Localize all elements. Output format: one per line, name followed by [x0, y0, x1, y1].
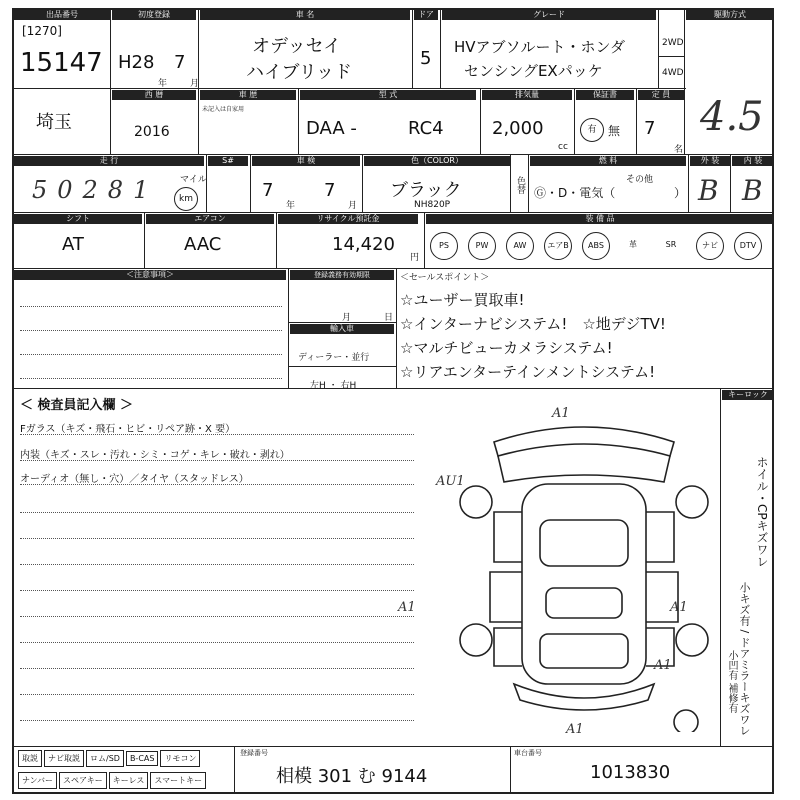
fuel-other-label: その他	[626, 175, 654, 185]
damage-mark: A1	[552, 406, 570, 421]
region: 埼玉	[36, 112, 72, 133]
reg-expiry-label: 登録義務有効期限	[290, 270, 394, 280]
warranty-no: 無	[608, 124, 621, 138]
model-code-a: DAA -	[306, 118, 357, 139]
chassis-value: 1013830	[590, 762, 671, 783]
doors-value: 5	[420, 48, 432, 69]
score-handwritten: 4.5	[700, 94, 764, 140]
yen-unit: 円	[410, 253, 420, 263]
features-row2	[18, 772, 208, 789]
mileage-label: 走 行	[14, 156, 204, 166]
capacity-label: 定 員	[638, 90, 684, 100]
features-row1	[18, 750, 202, 767]
damage-mark: A1	[398, 600, 416, 615]
feature-box: リモコン	[160, 750, 200, 767]
side-note-3: 小凹有 補修有	[726, 650, 737, 714]
year-unit: 年	[158, 79, 168, 89]
mile-unit: マイル	[180, 175, 207, 185]
ac-label: エアコン	[146, 214, 274, 224]
lot-ref: [1270]	[22, 24, 62, 38]
damage-mark: A1	[670, 600, 688, 615]
sales-point: ☆リアエンターテインメントシステム!	[400, 363, 656, 381]
recycle-value: 14,420	[332, 234, 395, 255]
sales-point: ☆マルチビューカメラシステム!	[400, 339, 613, 357]
fuel-label: 燃 料	[530, 156, 686, 166]
displacement-value: 2,000	[492, 118, 544, 139]
car-name-label: 車 名	[200, 10, 410, 20]
shift-label: シフト	[14, 214, 142, 224]
sales-label: ＜セールスポイント＞	[400, 273, 490, 283]
chassis-label: 車台番号	[514, 749, 542, 757]
interior-line: 内装（キズ・スレ・汚れ・シミ・コゲ・キレ・破れ・剥れ）	[20, 450, 290, 461]
shift-value: AT	[62, 234, 84, 255]
year-value: 2016	[134, 124, 170, 140]
car-name-line2: ハイブリッド	[246, 62, 353, 83]
equipment-item: PS	[430, 232, 458, 260]
plate-value: 相模 301 む 9144	[276, 766, 428, 787]
color-change-label: 色替	[515, 176, 525, 194]
inspect-year-unit: 年	[286, 201, 296, 211]
equipment-item: AW	[506, 232, 534, 260]
capacity-value: 7	[644, 118, 656, 139]
grade-label: グレード	[442, 10, 656, 20]
warranty-label: 保証書	[576, 90, 634, 100]
ext-grade: B	[698, 174, 719, 207]
cc-unit: cc	[558, 142, 568, 152]
mileage-value: 50281	[32, 176, 159, 204]
drive-4wd: 4WD	[662, 68, 684, 78]
ext-label: 外 装	[690, 156, 730, 166]
drive-2wd: 2WD	[662, 38, 684, 48]
equipment-item: PW	[468, 232, 496, 260]
color-value: ブラック	[390, 180, 462, 201]
feature-box: ロム/SD	[86, 750, 124, 767]
sharp-label: S#	[208, 156, 248, 166]
car-name-line1: オデッセイ	[252, 36, 342, 57]
lot-number: 15147	[20, 48, 103, 78]
damage-mark: AU1	[436, 474, 465, 489]
km-unit: km	[174, 187, 198, 211]
year-label: 西 暦	[112, 90, 196, 100]
inspector-title: ＜ 検査員記入欄 ＞	[20, 398, 134, 413]
inspect-month-unit: 月	[348, 201, 358, 211]
side-note-2: 小キズ有 / ドアミラーキズワレ	[738, 582, 751, 736]
equipment-item: DTV	[734, 232, 762, 260]
equipment-item: ナビ	[696, 232, 724, 260]
color-code: NH820P	[414, 200, 451, 210]
equipment-list	[430, 232, 774, 262]
equipment-item: SR	[665, 240, 677, 249]
feature-box: ナビ取説	[44, 750, 84, 767]
caution-label: ＜注意事項＞	[14, 270, 286, 280]
sales-points	[400, 288, 666, 384]
inspect-year: 7	[262, 180, 274, 201]
damage-mark: A1	[566, 722, 584, 737]
keyless-label: キーロック	[722, 390, 774, 400]
first-reg-label: 初度登録	[112, 10, 196, 20]
ac-value: AAC	[184, 234, 222, 255]
int-label: 内 装	[732, 156, 774, 166]
feature-box: キーレス	[109, 772, 149, 789]
int-grade: B	[742, 174, 763, 207]
capacity-unit: 名	[674, 145, 684, 155]
feature-box: ナンバー	[18, 772, 57, 789]
side-note-1: ホイル・CPキズワレ	[755, 456, 769, 568]
displacement-label: 排気量	[482, 90, 572, 100]
grade-line2: センシングEXパッケ	[464, 62, 603, 80]
model-code-b: RC4	[408, 118, 444, 139]
plate-label: 登録番号	[240, 749, 268, 757]
handle-side: 左H ・ 右H	[310, 381, 357, 391]
warranty-yes-circle: 有	[580, 118, 604, 142]
equipment-item: エアB	[544, 232, 572, 260]
first-reg-era: H28	[118, 52, 155, 73]
doors-label: ドア	[414, 10, 438, 20]
auction-sheet	[12, 8, 774, 794]
feature-box: B-CAS	[126, 751, 159, 766]
month-unit: 月	[190, 79, 200, 89]
import-label: 輸入車	[290, 324, 394, 334]
first-reg-month: 7	[174, 52, 186, 73]
reg-month-unit: 月	[342, 313, 352, 323]
history-note: 未記入は自家用	[202, 106, 245, 113]
history-label: 車 歴	[200, 90, 296, 100]
feature-box: スマートキー	[150, 772, 206, 789]
dealer-parallel: ディーラー・並行	[298, 353, 370, 363]
audio-line: オーディオ（無し・穴）／タイヤ（スタッドレス）	[20, 474, 249, 485]
inspect-label: 車 検	[252, 156, 360, 166]
grade-line1: HVアブソルート・ホンダ	[454, 38, 625, 56]
warranty-yes	[580, 118, 604, 142]
damage-mark: A1	[654, 658, 672, 673]
fglass-line: Fガラス（キズ・飛石・ヒビ・リペア跡・X 要）	[20, 424, 236, 435]
reg-day-unit: 日	[384, 313, 394, 323]
model-label: 型 式	[300, 90, 476, 100]
lot-tag-label: 出品番号	[14, 10, 110, 20]
feature-box: 取説	[18, 750, 42, 767]
sales-point: ☆ユーザー買取車!	[400, 291, 525, 309]
inspect-month: 7	[324, 180, 336, 201]
equipment-item: 革	[629, 240, 637, 249]
sales-point: ☆インターナビシステム! ☆地デジTV!	[400, 315, 666, 333]
score-label: 駆動方式	[686, 10, 774, 20]
fuel-close: ）	[674, 186, 687, 200]
feature-box: スペアキー	[59, 772, 107, 789]
fuel-options: Ⓖ・D・電気（	[534, 186, 616, 200]
equipment-item: ABS	[582, 232, 610, 260]
equipment-label: 装 備 品	[426, 214, 774, 224]
color-label: 色（COLOR）	[364, 156, 510, 166]
recycle-label: リサイクル預託金	[278, 214, 418, 224]
car-diagram	[434, 402, 734, 732]
